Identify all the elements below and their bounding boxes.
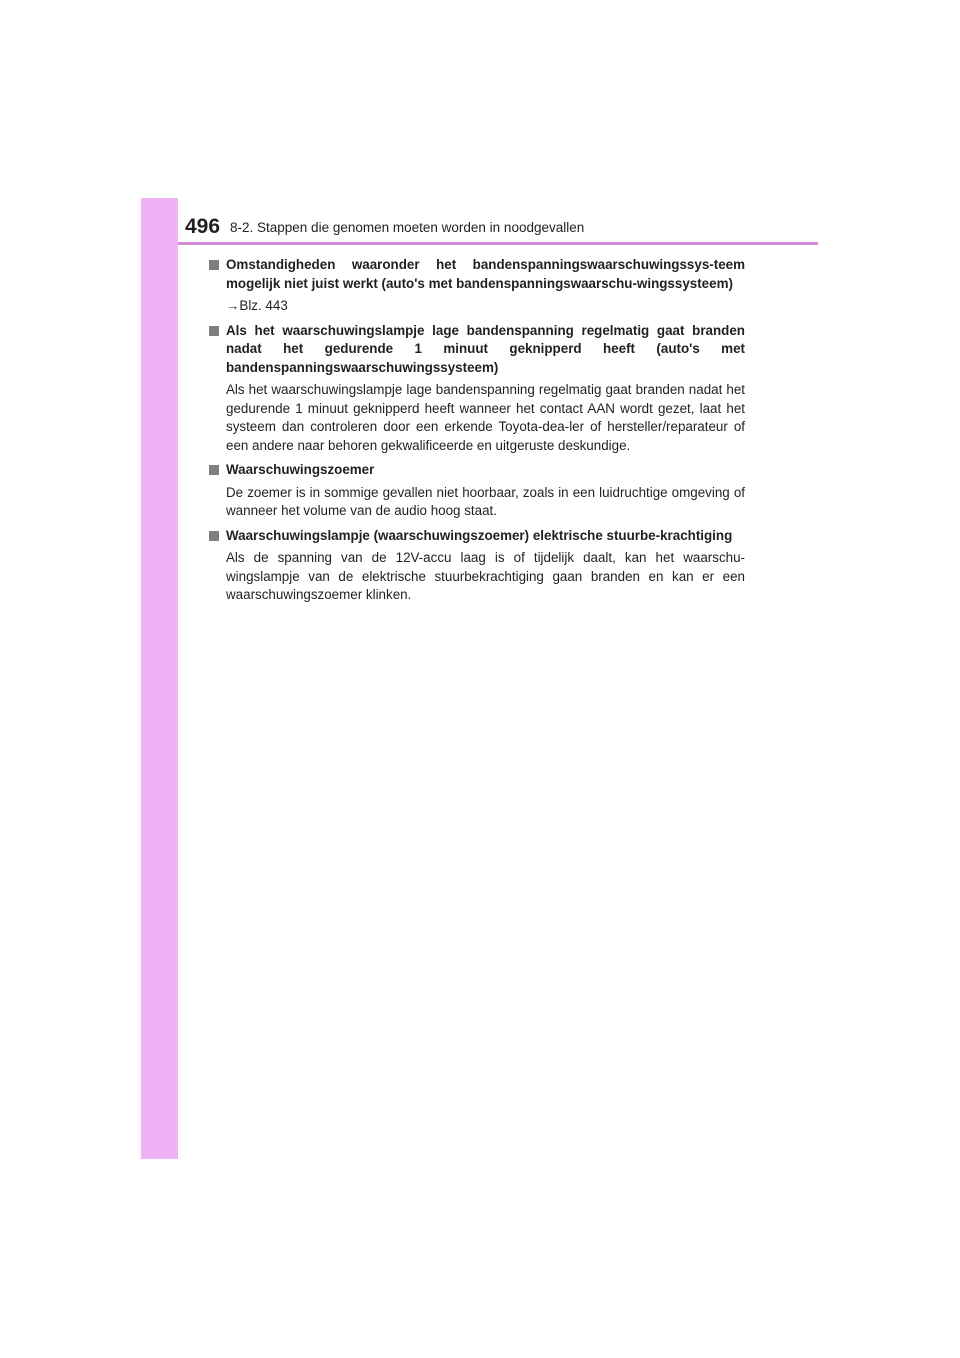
square-bullet-icon xyxy=(209,531,219,541)
list-item xyxy=(209,461,745,521)
page-reference-link[interactable]: →Blz. 443 xyxy=(226,298,288,313)
item-heading-text: Omstandigheden waaronder het bandenspanningswaarschuwingssys-teem mogelijk niet juist werkt (auto's met bandenspanningswaarschu-wingssysteem) xyxy=(226,257,745,291)
item-heading-text: Als het waarschuwingslampje lage bandenspanning regelmatig gaat branden nadat het gedurende 1 minuut geknipperd heeft (auto's met bandenspanningswaarschuwingssysteem) xyxy=(226,322,745,375)
list-item xyxy=(209,527,745,605)
item-heading-text: Waarschuwingszoemer xyxy=(226,462,375,477)
list-item xyxy=(209,322,745,456)
page-number: 496 xyxy=(185,215,221,238)
page-content xyxy=(209,256,745,611)
item-body: Als de spanning van de 12V-accu laag is of tijdelijk daalt, kan het waarschu-wingslampje van de elektrische stuurbekrachtiging gaan branden en kan er een waarschuwingszoemer klinken. xyxy=(226,550,745,602)
item-heading xyxy=(209,527,745,546)
item-heading xyxy=(209,461,745,480)
item-heading xyxy=(209,256,745,293)
item-body: Als het waarschuwingslampje lage bandenspanning regelmatig gaat branden nadat het gedurende 1 minuut geknipperd heeft wanneer het contact AAN wordt gezet, laat het systeem dan controleren door een erkende Toyota-dea-ler of hersteller/reparateur of een andere naar behoren gekwalificeerde en uitgeruste deskundige. xyxy=(226,382,745,453)
square-bullet-icon xyxy=(209,260,219,270)
side-tab xyxy=(141,198,178,1159)
list-item xyxy=(209,256,745,316)
item-body: De zoemer is in sommige gevallen niet hoorbaar, zoals in een luidruchtige omgeving of wanneer het volume van de audio hoog staat. xyxy=(226,484,745,518)
square-bullet-icon xyxy=(209,465,219,475)
item-heading-text: Waarschuwingslampje (waarschuwingszoemer) elektrische stuurbe-krachtiging xyxy=(226,527,733,543)
header-rule xyxy=(178,242,818,245)
item-heading xyxy=(209,322,745,378)
section-title: 8-2. Stappen die genomen moeten worden in noodgevallen xyxy=(230,220,585,235)
square-bullet-icon xyxy=(209,326,219,336)
